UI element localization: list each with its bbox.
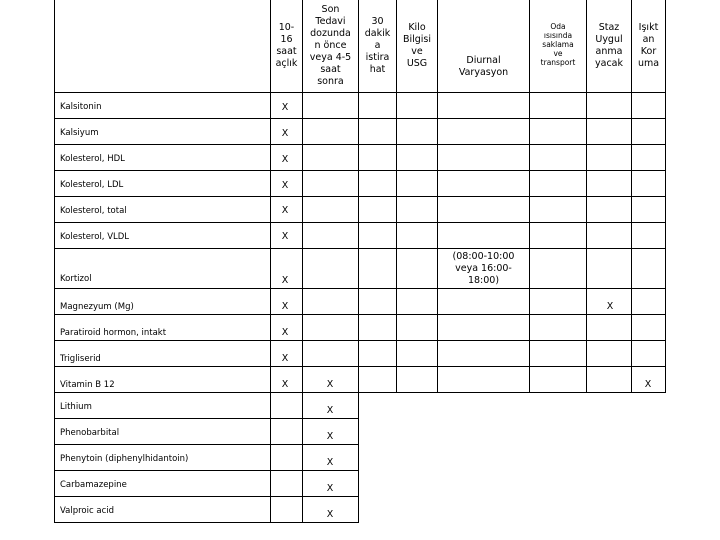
row-label: Kolesterol, VLDL [60, 232, 130, 242]
row-label: Valproic acid [60, 506, 115, 516]
mark-last-dose: X [326, 379, 334, 390]
mark-fasting: X [281, 205, 289, 216]
mark-last-dose: X [326, 457, 334, 468]
mark-fasting: X [281, 301, 289, 312]
row-label: Carbamazepine [60, 480, 127, 490]
row-label: Kolesterol, LDL [60, 180, 124, 190]
mark-diurnal-cortisol: (08:00-10:00 veya 16:00- 18:00) [452, 251, 515, 286]
mark-fasting: X [281, 353, 289, 364]
row-label: Kortizol [60, 274, 92, 284]
header-rest: 30 dakik a istira hat [364, 16, 391, 75]
header-weight: Kilo Bilgisi ve USG [402, 22, 432, 69]
mark-fasting: X [281, 231, 289, 242]
mark-last-dose: X [326, 405, 334, 416]
mark-fasting: X [281, 128, 289, 139]
row-label: Lithium [60, 402, 92, 412]
mark-fasting: X [281, 275, 289, 286]
row-label: Paratiroid hormon, intakt [60, 328, 167, 338]
row-label: Kolesterol, total [60, 206, 127, 216]
mark-fasting: X [281, 327, 289, 338]
mark-last-dose: X [326, 431, 334, 442]
mark-fasting: X [281, 154, 289, 165]
row-label: Kalsitonin [60, 102, 102, 112]
row-label: Phenobarbital [60, 428, 120, 438]
row-label: Magnezyum (Mg) [60, 302, 134, 312]
mark-light: X [644, 379, 652, 390]
row-label: Trigliserid [60, 354, 101, 364]
header-light: Işıkt an Kor uma [637, 22, 660, 69]
mark-last-dose: X [326, 483, 334, 494]
mark-fasting: X [281, 180, 289, 191]
mark-stasis: X [606, 301, 614, 312]
row-label: Kolesterol, HDL [60, 154, 125, 164]
row-label: Vitamin B 12 [60, 380, 115, 390]
header-last-dose: Son Tedavi dozunda n önce veya 4-5 saat sonra [309, 4, 352, 87]
header-stasis: Staz Uygul anma yacak [595, 22, 623, 69]
mark-last-dose: X [326, 509, 334, 520]
header-diurnal: Diurnal Varyasyon [458, 55, 509, 78]
header-room-temp: Oda ısısında saklama ve transport [540, 22, 576, 67]
header-fasting: 10- 16 saat açlık [275, 22, 298, 69]
row-label: Phenytoin (diphenylhidantoin) [60, 454, 189, 464]
row-label: Kalsiyum [60, 128, 99, 138]
mark-fasting: X [281, 379, 289, 390]
mark-fasting: X [281, 102, 289, 113]
